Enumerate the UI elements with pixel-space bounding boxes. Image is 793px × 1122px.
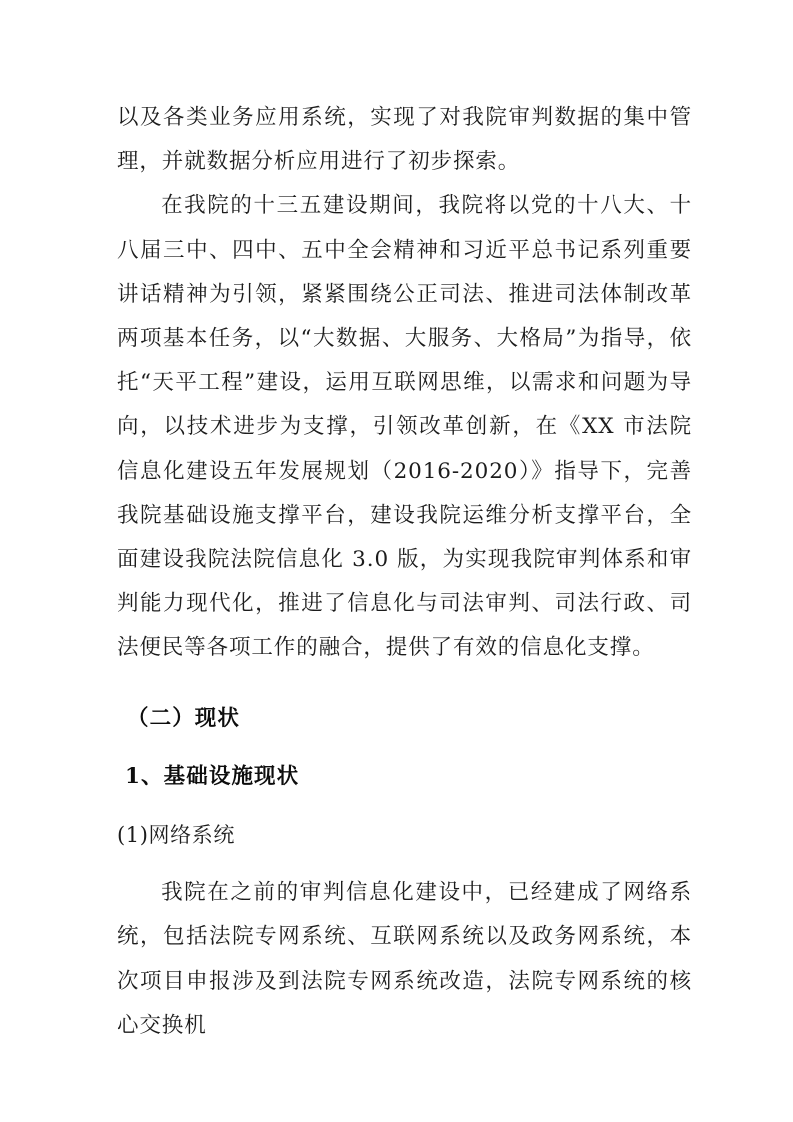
spacer-before-heading-status: [117, 671, 692, 697]
paragraph-continued-from-previous-page: 以及各类业务应用系统，实现了对我院审判数据的集中管理，并就数据分析应用进行了初步探索。: [117, 105, 692, 175]
paragraph-five-year-plan: 在我院的十三五建设期间，我院将以党的十八大、十八届三中、四中、五中全会精神和习近平总书记系列重要讲话精神为引领，紧紧围绕公正司法、推进司法体制改革两项基本任务，以“大数据、大服务、大格局”为指导，依托“天平工程”建设，运用互联网思维，以需求和问题为导向，以技术进步为支撑，引领改革创新，在《XX 市法院信息化建设五年发展规划（2016-2020）》指导下，完善我院基础设施支撑平台，建设我院运维分析支撑平台，全面建设我院法院信息化 3.0 版，为实现我院审判体系和审判能力现代化，推进了信息化与司法审判、司法行政、司法便民等各项工作的融合，提供了有效的信息化支撑。: [117, 193, 692, 661]
page-content-area: [117, 96, 692, 1048]
heading-section-status: （二）现状: [127, 705, 241, 731]
paragraph-network-system: 我院在之前的审判信息化建设中，已经建成了网络系统，包括法院专网系统、互联网系统以及政务网系统，本次项目申报涉及到法院专网系统改造，法院专网系统的核心交换机: [117, 880, 692, 1038]
subheading-network-system: (1)网络系统: [117, 823, 235, 848]
spacer-before-subheading-network: [117, 799, 692, 813]
spacer-before-heading-infrastructure: [117, 741, 692, 755]
heading-infrastructure-status: 1、基础设施现状: [125, 763, 300, 789]
spacer-before-network-paragraph: [117, 857, 692, 871]
